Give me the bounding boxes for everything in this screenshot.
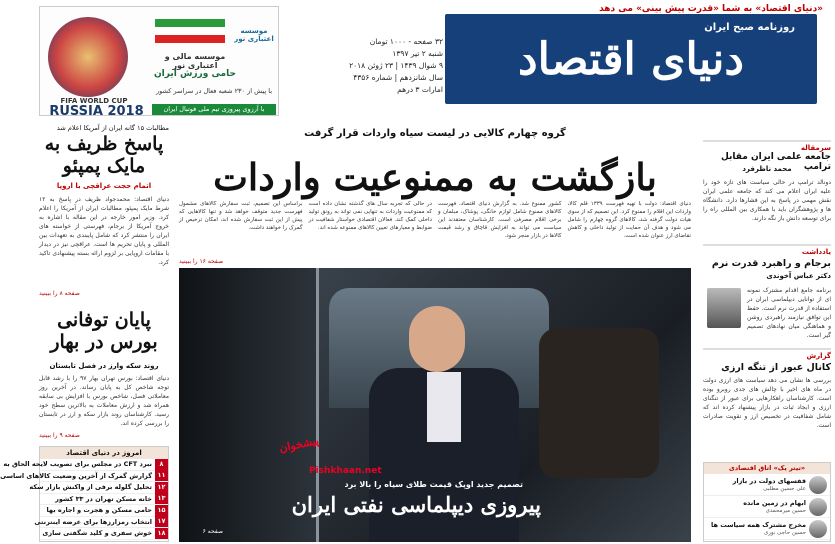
today-item[interactable] xyxy=(29,482,168,494)
lead-body xyxy=(179,200,691,258)
economy-item-title: ابهام در زمین مانده xyxy=(743,498,806,507)
photo-page-ref[interactable]: صفحه ۶ xyxy=(202,528,223,535)
story1-body: دنیای اقتصاد: محمدجواد ظریف در پاسخ به ۱۲ شرط مایک پمپئو، مطالبات ایران از آمریکا را اعلام کرد. وزیر امور خارجه در این مقاله با اشاره به خروج آمریکا از برجام، فهرستی از خواسته های ایران را منتشر کرد که شامل پایبندی به تعهدات بین المللی و پایان تحریم ها است. عراقچی نیز در دیدار با مقامات اروپایی بر لزوم ارائه بسته پیشنهادی تاکید کرد. xyxy=(39,196,169,266)
watermark-logo: پیشخوان xyxy=(278,433,321,456)
economy-room-box xyxy=(703,462,831,542)
today-page-num: ۸ xyxy=(155,459,168,470)
economy-item-author: حسین حاجی نوری xyxy=(763,529,806,536)
economy-room-item[interactable] xyxy=(704,474,830,496)
story2-page-ref[interactable]: صفحه ۹ را ببینید xyxy=(39,432,80,439)
issue-number: سال شانزدهم | شماره ۴۳۵۶ xyxy=(353,73,443,82)
note-headline[interactable]: برجام و راهبرد قدرت نرم xyxy=(711,258,831,269)
section-label-note: یادداشت xyxy=(703,244,831,256)
editorial-body: دونالد ترامپ در حالی سیاست های تازه خود را علیه ایران اعلام می کند که جامعه علمی ایران نقش مهمی در پاسخ به این فشارها دارد. دانشگاه ها و پژوهشگران باید با همکاری بین المللی راه را برای توسعه دانش باز نگه دارند. xyxy=(703,179,831,222)
lead-col-2: کشور ممنوع شد. به گزارش دنیای اقتصاد، فهرست کالاهای ممنوع شامل لوازم خانگی، پوشاک، مبلمان و برخی اقلام مصرفی است. کارشناسان معتقدند این سیاست می تواند به افزایش قاچاق و رشد قیمت کالاها در بازار منجر شود. xyxy=(438,201,562,239)
today-page-num: ۱۲ xyxy=(155,482,168,493)
economy-room-item[interactable] xyxy=(704,496,830,518)
man-head xyxy=(409,306,465,372)
issue-info xyxy=(293,36,443,96)
today-item-text: نبرد CFT در مجلس برای تصویب لایحه الحاق به xyxy=(3,460,152,469)
ad-fifa-text: FIFA WORLD CUP xyxy=(60,97,128,105)
today-item[interactable] xyxy=(40,494,168,506)
today-item[interactable] xyxy=(3,459,168,471)
report-headline[interactable]: کانال عبور از تنگه ارزی xyxy=(721,362,831,373)
iran-flag-icon xyxy=(155,19,225,43)
issue-date-other: ۹ شوال ۱۴۳۹ | ۲۳ ژوئن ۲۰۱۸ xyxy=(349,61,443,70)
economy-room-item[interactable] xyxy=(704,518,830,540)
today-item-text: حامی مسکن و هجرت و اجاره بها xyxy=(46,506,152,515)
today-page-num: ۱۷ xyxy=(155,516,168,527)
today-page-num: ۱۳ xyxy=(155,493,168,504)
logo-subtitle: روزنامه صبح ایران xyxy=(704,22,795,33)
story2-headline[interactable]: پایان توفانی بورس در بهار xyxy=(50,309,158,353)
today-index xyxy=(0,446,169,542)
masthead-slogan: «دنیای اقتصاد» به شما «قدرت پیش بینی» می دهد xyxy=(599,4,823,14)
world-cup-trophy-icon xyxy=(48,17,128,97)
today-item-text: خانه مسکن تهران در ۳۳ کشور xyxy=(55,494,152,503)
today-page-num: ۱۸ xyxy=(155,528,168,539)
section-label-editorial: سرمقاله xyxy=(703,140,831,152)
story1-kicker: مطالبات ۱۵ گانه ایران از آمریکا اعلام شد xyxy=(56,124,169,132)
economy-item-author: حسین میرمحمدی xyxy=(765,507,806,514)
issue-pages: ۳۲ صفحه - ۱۰۰۰ تومان xyxy=(369,37,443,46)
main-photo[interactable] xyxy=(179,268,691,542)
note-body: برنامه جامع اقدام مشترک نمونه ای از توانایی دیپلماسی ایران در استفاده از قدرت نرم است. حفظ این توافق نیازمند راهبردی روشن و هماهنگی میان نهادهای تصمیم گیر است. xyxy=(747,287,831,339)
author-avatar xyxy=(809,498,827,516)
photo-kicker: تصمیم جدید اوپک قیمت طلای سیاه را بالا برد xyxy=(344,480,523,489)
lead-col-3: در حالی که تجربه سال های گذشته نشان داده است که ممنوعیت واردات به تنهایی نمی تواند به رونق تولید داخلی کمک کند. فعالان اقتصادی خواستار شفافیت در ضوابط و معیارهای تعیین کالاهای ممنوعه شده اند. xyxy=(308,201,432,231)
today-item-text: انتخاب رمزارزها برای عرضه اینترنتی xyxy=(34,517,152,526)
story1-page-ref[interactable]: صفحه ۸ را ببینید xyxy=(39,290,80,297)
today-item[interactable] xyxy=(40,505,168,517)
economy-item-title: مخرج مشترک همه سیاست ها xyxy=(711,520,806,529)
today-item-text: تحلیل گلوله برفی از واکنش بازار سکه xyxy=(29,483,152,492)
ad-russia-text: RUSSIA 2018 xyxy=(49,104,144,119)
section-label-report: گزارش xyxy=(703,348,831,360)
man-shirt xyxy=(427,372,461,442)
ad-bank-name: موسسه اعتباری نور xyxy=(234,27,274,43)
today-page-num: ۱۵ xyxy=(155,505,168,516)
today-index-title: امروز در دنیای اقتصاد xyxy=(40,447,168,459)
lead-headline[interactable]: بازگشت به ممنوعیت واردات xyxy=(213,155,657,199)
ad-line2: حامی ورزش ایران xyxy=(153,69,236,79)
ad-bar: با آرزوی پیروزی تیم ملی فوتبال ایران xyxy=(152,104,276,115)
story2-subhead: روند سکه وارز در فصل تابستان xyxy=(49,362,159,370)
logo-text: دنیای اقتصاد xyxy=(518,33,744,85)
photo-headline[interactable]: پیروزی دیپلماسی نفتی ایران xyxy=(291,492,541,517)
issue-date-persian: شنبه ۲ تیر ۱۳۹۷ xyxy=(392,49,443,58)
story1-headline[interactable]: پاسخ ظریف به مایک پمپئو xyxy=(44,133,164,177)
today-item-text: خوش سفری و کلید شگفتی سازی xyxy=(42,529,152,538)
today-item[interactable] xyxy=(0,471,168,483)
author-avatar xyxy=(809,476,827,494)
note-author: دکتر عباس آخوندی xyxy=(766,272,831,280)
lead-page-ref[interactable]: صفحه ۱۶ را ببینید xyxy=(179,258,224,265)
economy-item-title: قفسهای دولت در بازار xyxy=(732,476,806,485)
report-body: بررسی ها نشان می دهد سیاست های ارزی دولت در ماه های اخیر با چالش های جدی روبرو بوده است. کارشناسان راهکارهایی برای عبور از تنگنای ارزی و ایجاد ثبات در بازار پیشنهاد کرده اند که شامل شفافیت در تخصیص ارز و تقویت صادرات است. xyxy=(703,377,831,429)
lead-kicker: گروه چهارم کالایی در لیست سیاه واردات قرار گرفت xyxy=(304,128,566,139)
issue-price-uae: امارات ۳ درهم xyxy=(397,85,443,94)
story2-body: دنیای اقتصاد: بورس تهران بهار ۹۷ را با رشد قابل توجه شاخص کل به پایان رساند. در آخرین روز معاملاتی فصل، شاخص بورس با افزایش بی سابقه همراه شد و ارزش معاملات به بالاترین سطح خود رسید. کارشناسان روند بازار سکه و ارز در تابستان را بررسی کرده اند. xyxy=(39,375,169,427)
today-item[interactable] xyxy=(40,528,168,540)
author-avatar xyxy=(809,520,827,538)
lead-col-4: براساس این تصمیم، ثبت سفارش کالاهای مشمول فهرست جدید متوقف خواهد شد و تنها کالاهایی که پیش از این ثبت سفارش شده اند، امکان ترخیص از گمرک را خواهند داشت. xyxy=(179,201,303,231)
story1-subhead: اتمام حجت عراقچی با اروپا xyxy=(56,182,152,190)
economy-item-author: علی حسین مطلبی xyxy=(763,485,806,492)
watermark-url: Pishkhaan.net xyxy=(309,466,382,476)
editorial-author: محمد ناظرفرد xyxy=(742,165,792,173)
lead-col-1: دنیای اقتصاد: دولت با تهیه فهرست ۱۳۳۹ قلم کالا، واردات این اقلام را ممنوع کرد. این تصمیم که از سوی هیات دولت گرفته شد، کالاهای گروه چهارم را شامل می شود و هدف آن حمایت از تولید داخلی و کاهش تقاضای ارز عنوان شده است. xyxy=(567,201,691,239)
ad-branches: با پیش از ۲۳۰ شعبه فعال در سراسر کشور xyxy=(155,87,273,95)
editorial-headline[interactable]: جامعه علمی ایران مقابل ترامپ xyxy=(720,152,831,172)
advertisement[interactable] xyxy=(39,6,279,119)
today-item[interactable] xyxy=(34,517,168,529)
author-photo xyxy=(707,288,741,328)
today-page-num: ۱۱ xyxy=(155,470,168,481)
ad-line1: موسسه مالی و اعتباری نور xyxy=(164,52,226,70)
car-seat xyxy=(539,328,659,478)
today-item-text: گزارش گمرک از آخرین وضعیت کالاهای اساسی xyxy=(0,471,152,480)
economy-room-title: «تیتر یک» اتاق اقتصادی xyxy=(704,463,830,474)
